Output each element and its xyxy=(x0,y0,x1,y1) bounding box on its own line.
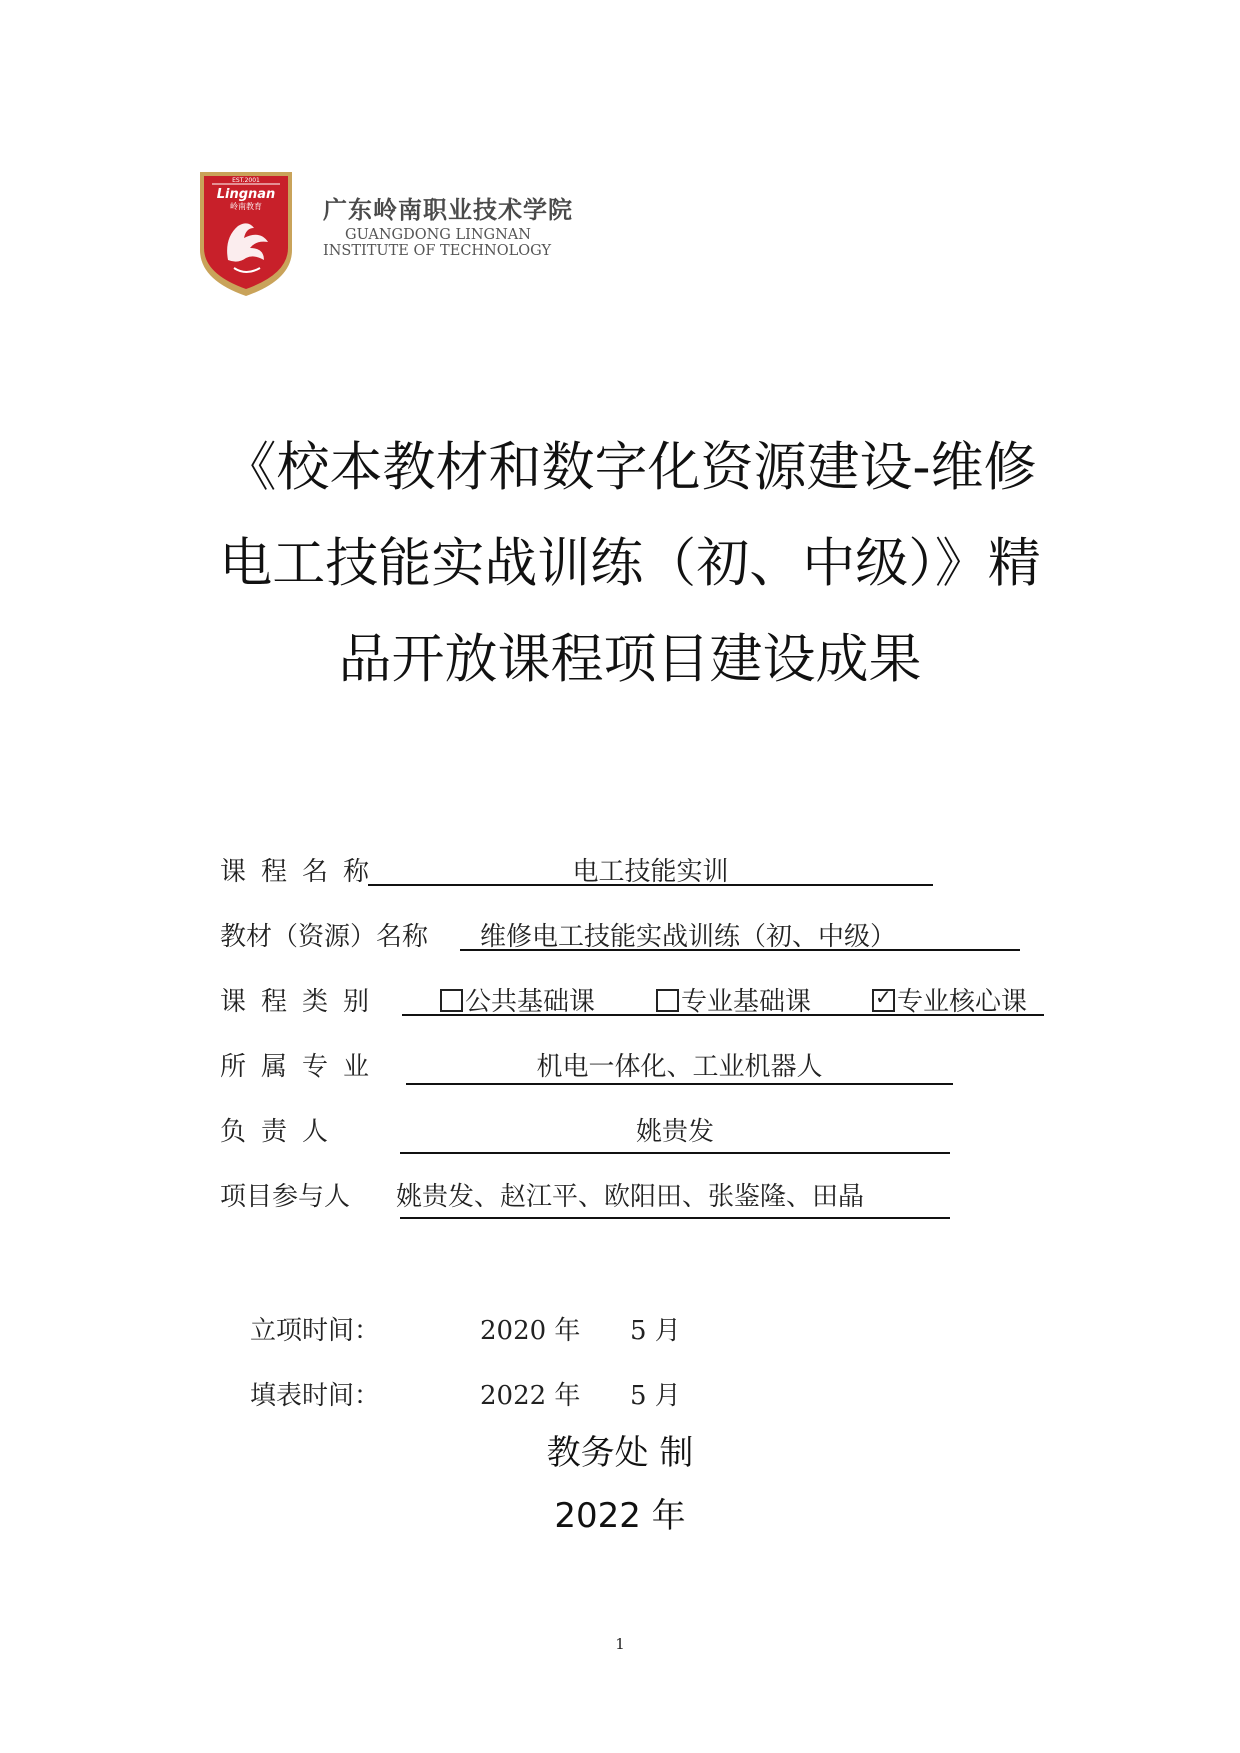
title-line-1: 《校本教材和数字化资源建设-维修 xyxy=(223,437,1037,498)
issuing-office: 教务处 制 xyxy=(546,1433,694,1473)
logo-text-block xyxy=(323,190,623,259)
fill-date-row xyxy=(250,1375,681,1412)
document-title xyxy=(200,420,1060,708)
public-course-label: 公共基础课 xyxy=(465,987,596,1017)
course-name-label: 课程名称 xyxy=(220,857,385,887)
lingnan-shield-emblem-icon xyxy=(198,168,294,300)
course-type-option-core[interactable] xyxy=(872,981,1027,1018)
fill-date-month: 5 月 xyxy=(630,1381,681,1411)
public-course-checkbox[interactable] xyxy=(440,989,463,1012)
institution-logo xyxy=(198,168,598,303)
title-line-2: 电工技能实战训练（初、中级）》精 xyxy=(219,533,1041,594)
course-name-row xyxy=(220,845,1060,889)
start-date-year: 2020 年 xyxy=(480,1316,581,1346)
leader-row xyxy=(220,1105,1060,1149)
participants-value: 姚贵发、赵江平、欧阳田、张鉴隆、田晶 xyxy=(396,1182,865,1212)
course-type-option-basic[interactable] xyxy=(656,981,811,1018)
leader-underline xyxy=(400,1152,950,1154)
participants-underline xyxy=(400,1217,950,1219)
institution-name-en-line1: GUANGDONG LINGNAN xyxy=(345,227,531,243)
material-name-value: 维修电工技能实战训练（初、中级） xyxy=(480,922,897,952)
start-date-label: 立项时间： xyxy=(250,1316,381,1346)
material-name-row xyxy=(220,910,1060,954)
basic-course-label: 专业基础课 xyxy=(681,987,812,1017)
title-line-3: 品开放课程项目建设成果 xyxy=(338,629,922,690)
shield-brand-text: Lingnan xyxy=(216,187,276,202)
institution-name-cn: 广东岭南职业技术学院 xyxy=(323,196,573,224)
leader-value: 姚贵发 xyxy=(635,1117,714,1147)
major-label: 所属专业 xyxy=(220,1052,385,1082)
participants-row xyxy=(220,1170,1060,1214)
course-type-row xyxy=(220,975,1060,1019)
fill-date-label: 填表时间： xyxy=(250,1381,381,1411)
major-value: 机电一体化、工业机器人 xyxy=(536,1052,823,1082)
course-type-option-public[interactable] xyxy=(440,981,595,1018)
material-name-label: 教材（资源）名称 xyxy=(220,922,429,952)
basic-course-checkbox[interactable] xyxy=(656,989,679,1012)
major-underline xyxy=(406,1083,953,1085)
major-row xyxy=(220,1040,1060,1084)
start-date-row xyxy=(250,1310,681,1347)
course-type-label: 课程类别 xyxy=(220,987,385,1017)
institution-name-en-line2: INSTITUTE OF TECHNOLOGY xyxy=(323,243,552,259)
page-number: 1 xyxy=(615,1635,625,1653)
core-course-label: 专业核心课 xyxy=(897,987,1028,1017)
shield-sub-text: 岭南教育 xyxy=(230,202,262,211)
issue-year: 2022 年 xyxy=(554,1496,686,1536)
fill-date-year: 2022 年 xyxy=(480,1381,581,1411)
core-course-checkbox-checked[interactable] xyxy=(872,989,895,1012)
leader-label: 负责人 xyxy=(220,1117,344,1147)
shield-est-text: EST.2001 xyxy=(232,177,260,184)
participants-label: 项目参与人 xyxy=(220,1182,351,1212)
start-date-month: 5 月 xyxy=(630,1316,681,1346)
course-name-value: 电工技能实训 xyxy=(572,857,729,887)
